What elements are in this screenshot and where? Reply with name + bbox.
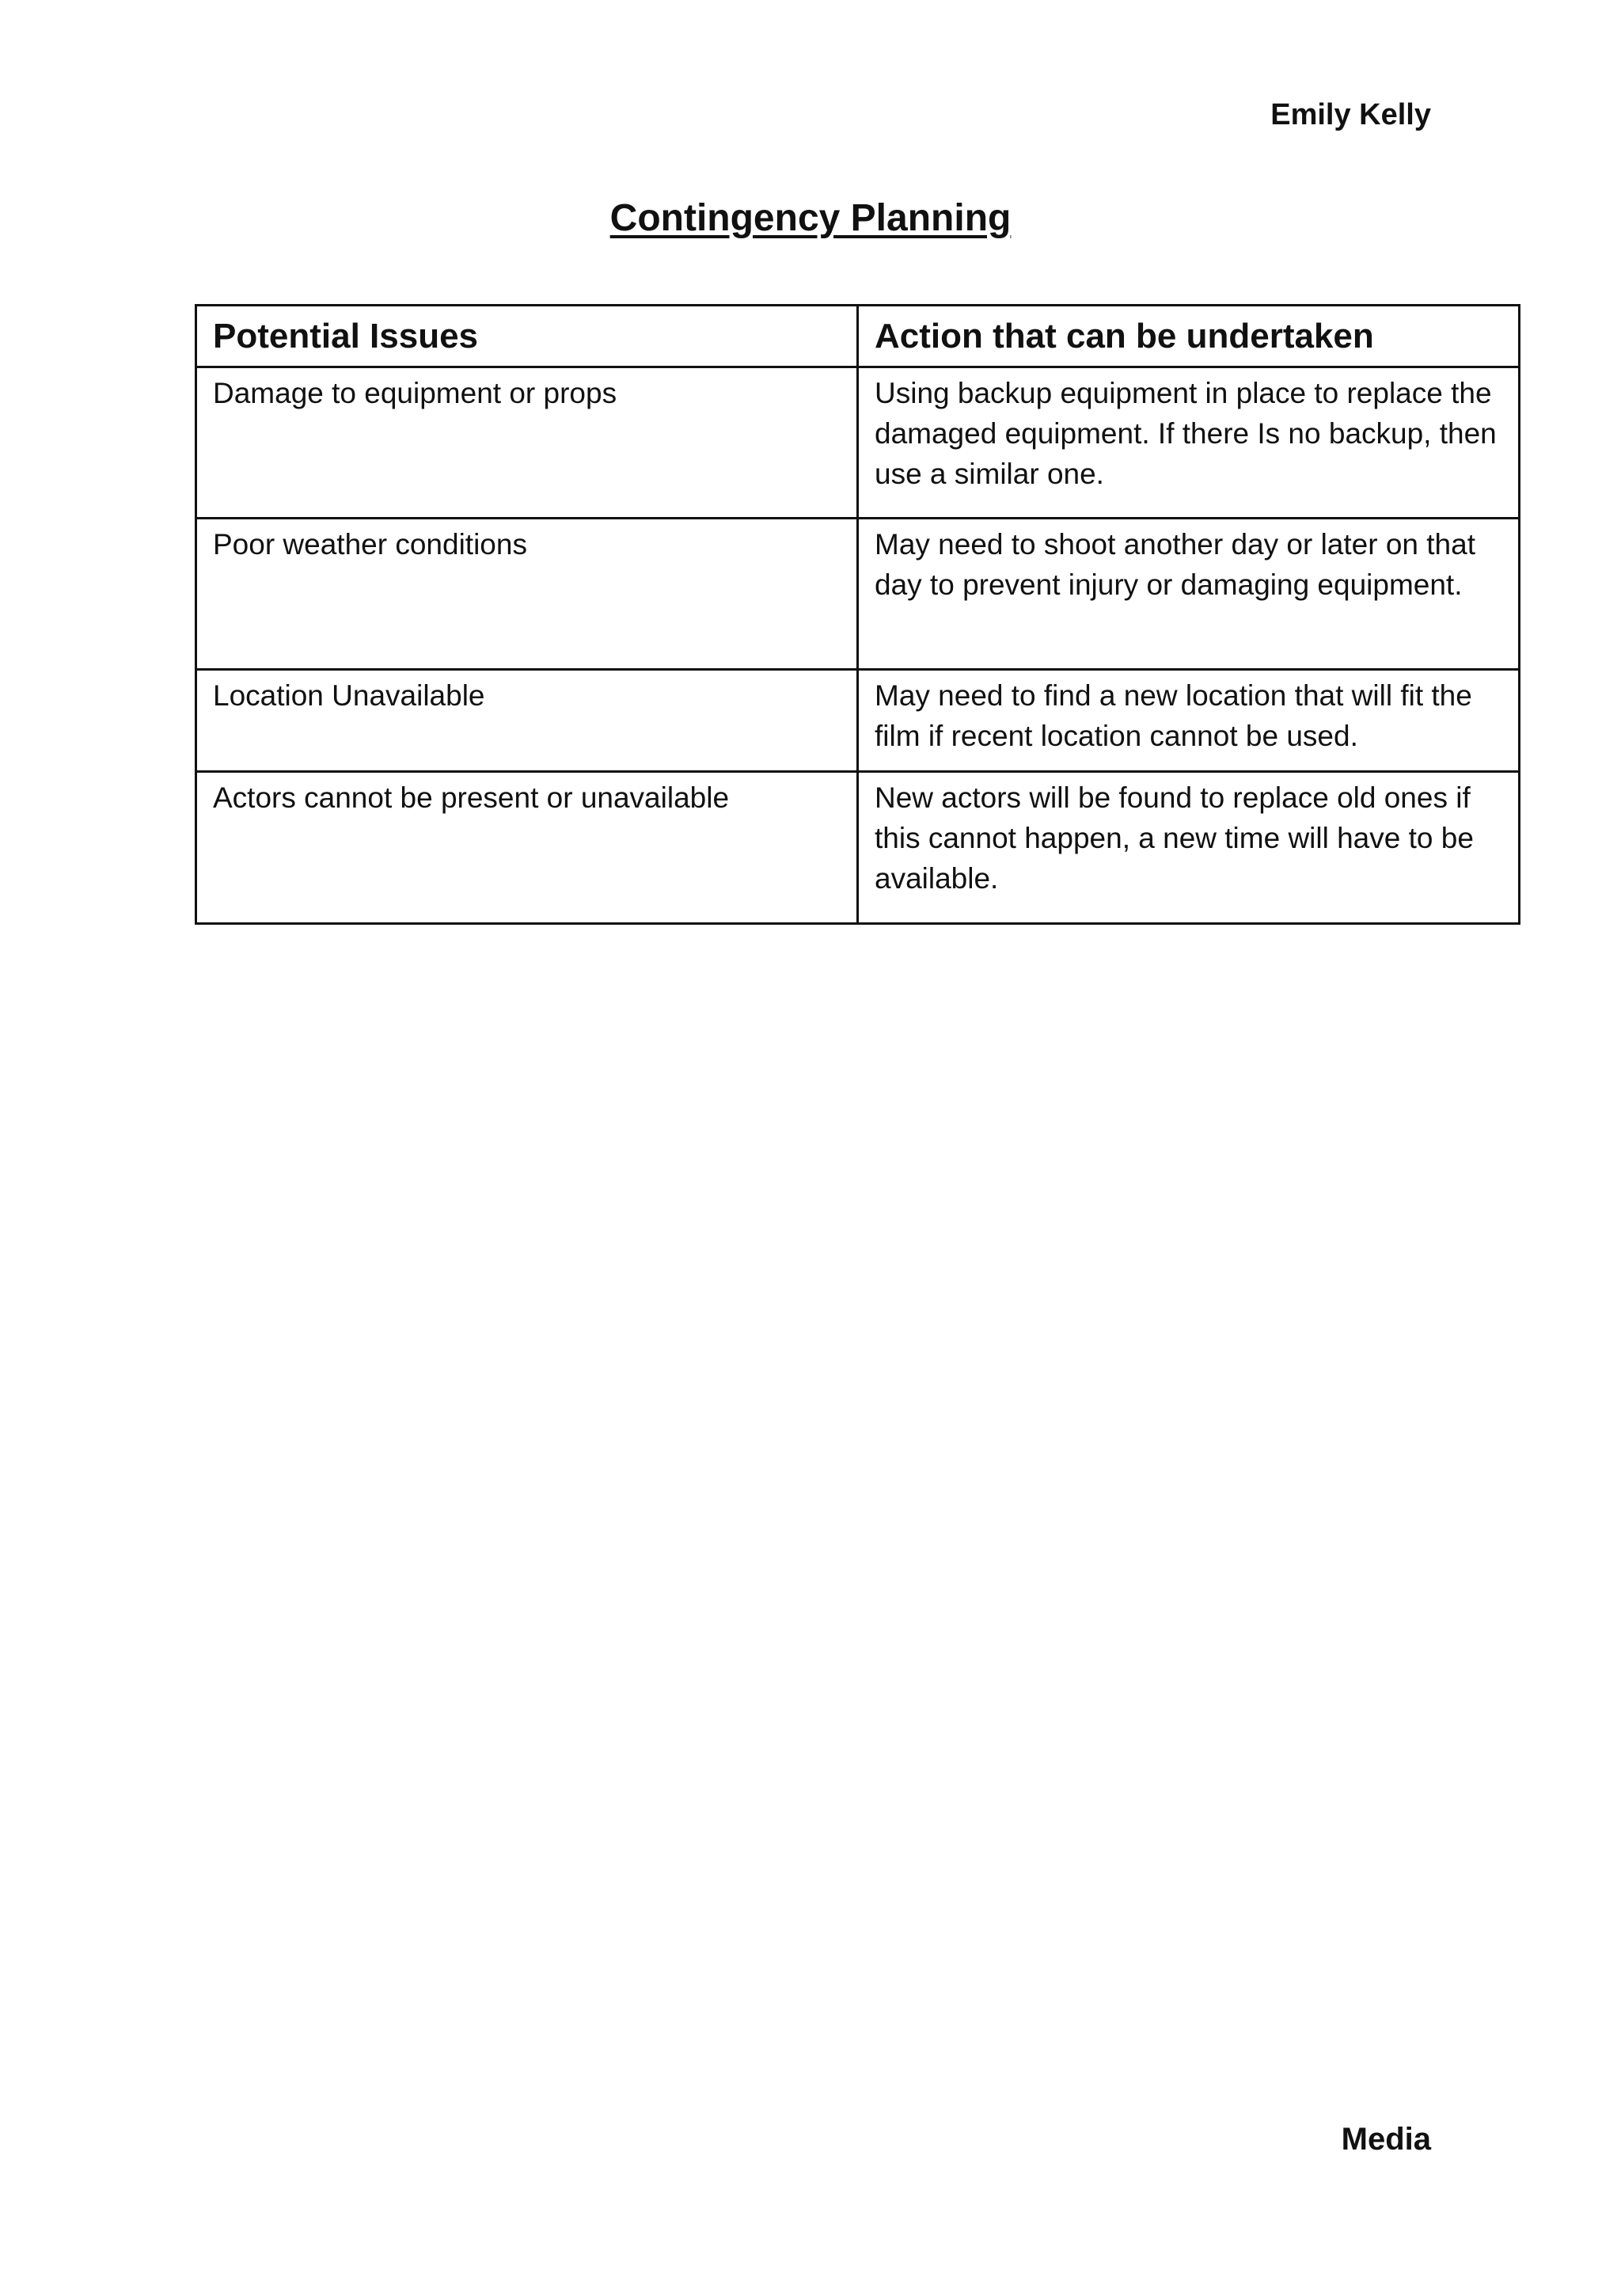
table-row [196,367,1520,519]
issue-cell: Poor weather conditions [196,519,858,670]
table-row [196,519,1520,670]
author-name: Emily Kelly [1270,98,1431,131]
footer-subject: Media [1341,2122,1431,2157]
table-row [196,670,1520,772]
action-cell: May need to shoot another day or later on that day to prevent injury or damaging equipment. [858,519,1520,670]
table-row [196,772,1520,924]
issue-cell: Damage to equipment or props [196,367,858,519]
contingency-table [195,304,1520,925]
action-cell: Using backup equipment in place to replace the damaged equipment. If there Is no backup, then use a similar one. [858,367,1520,519]
issue-cell: Actors cannot be present or unavailable [196,772,858,924]
action-cell: May need to find a new location that will fit the film if recent location cannot be used. [858,670,1520,772]
action-cell: New actors will be found to replace old ones if this cannot happen, a new time will have to be available. [858,772,1520,924]
table-header-row [196,306,1520,367]
page-title: Contingency Planning [609,197,1012,239]
column-header-issues: Potential Issues [196,306,858,367]
issue-cell: Location Unavailable [196,670,858,772]
column-header-actions: Action that can be undertaken [858,306,1520,367]
